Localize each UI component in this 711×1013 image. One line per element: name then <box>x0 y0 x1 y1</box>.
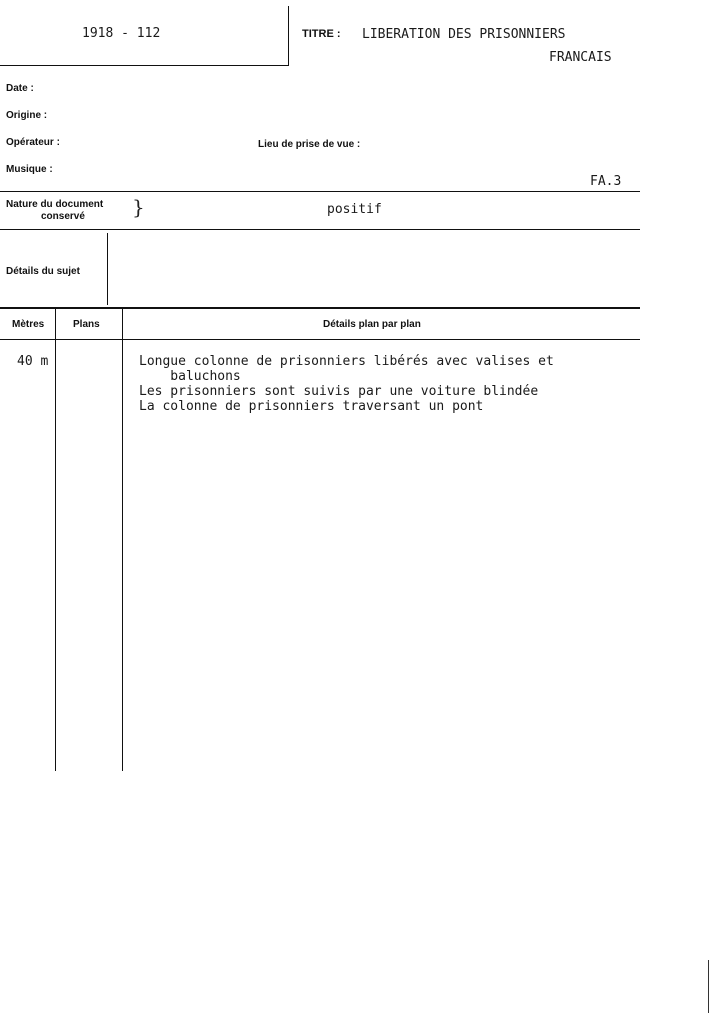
operateur-label: Opérateur : <box>6 137 60 148</box>
date-label: Date : <box>6 83 34 94</box>
sujet-label: Détails du sujet <box>6 266 80 277</box>
origine-label: Origine : <box>6 110 48 121</box>
title-line-1: LIBERATION DES PRISONNIERS <box>362 27 566 42</box>
nature-value: positif <box>327 202 382 217</box>
col-divider-1 <box>55 309 56 771</box>
paper-edge-mark <box>708 960 709 1013</box>
document-reference: 1918 - 112 <box>82 26 161 41</box>
row-detail-line: La colonne de prisonniers traversant un pont <box>139 399 484 414</box>
row-details <box>139 354 554 414</box>
nature-brace: } <box>132 195 145 219</box>
col-header-metres: Mètres <box>12 319 45 330</box>
nature-label-line-1: Nature du document <box>6 199 104 210</box>
lieu-label: Lieu de prise de vue : <box>258 139 361 150</box>
row-detail-line: baluchons <box>139 369 241 384</box>
musique-label: Musique : <box>6 164 53 175</box>
header-underline <box>0 65 289 66</box>
sujet-bracket <box>107 233 108 305</box>
row-detail-line: Les prisonniers sont suivis par une voiture blindée <box>139 384 539 399</box>
document-code: FA.3 <box>590 174 622 189</box>
titre-label: TITRE : <box>302 28 341 40</box>
table-top-rule <box>0 307 640 309</box>
table-header-rule <box>0 339 640 340</box>
row-metres: 40 m <box>17 354 49 369</box>
col-divider-2 <box>122 309 123 771</box>
col-header-details: Détails plan par plan <box>323 319 421 330</box>
nature-bottom-rule <box>0 229 640 230</box>
nature-top-rule <box>0 191 640 192</box>
header-divider <box>288 6 289 66</box>
nature-label-line-2: conservé <box>41 211 85 222</box>
title-line-2: FRANCAIS <box>549 50 612 65</box>
row-detail-line: Longue colonne de prisonniers libérés avec valises et <box>139 354 554 369</box>
col-header-plans: Plans <box>73 319 100 330</box>
